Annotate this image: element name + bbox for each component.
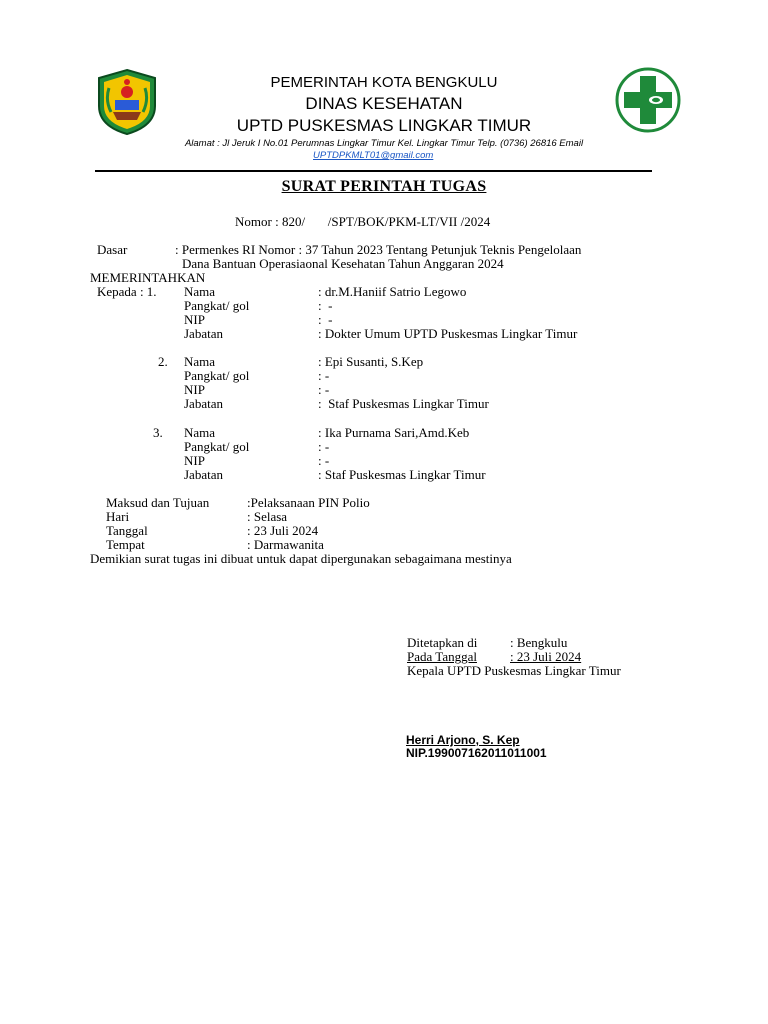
person-3-jabatan: : Staf Puskesmas Lingkar Timur [318, 467, 486, 482]
person-1-pangkat: : - [318, 298, 333, 313]
detail-maksud-label: Maksud dan Tujuan [106, 495, 210, 510]
detail-hari-label: Hari [106, 509, 130, 524]
person-3-pangkat: : - [318, 439, 330, 454]
person-2-nama: : Epi Susanti, S.Kep [318, 354, 424, 369]
header-divider [95, 170, 652, 172]
person-1-nip-label: NIP [184, 312, 205, 327]
kepada-label: Kepada : 1. [97, 284, 157, 299]
person-2-pangkat: : - [318, 368, 330, 383]
detail-tanggal-label: Tanggal [106, 523, 148, 538]
person-2-nip: : - [318, 382, 330, 397]
person-1-nama: : dr.M.Haniif Satrio Legowo [318, 284, 467, 299]
document-title: SURAT PERINTAH TUGAS [281, 178, 487, 195]
detail-tempat-value: : Darmawanita [247, 537, 324, 552]
document-number: Nomor : 820/ /SPT/BOK/PKM-LT/VII /2024 [235, 214, 491, 229]
person-1-pangkat-label: Pangkat/ gol [184, 298, 250, 313]
letterhead-government: PEMERINTAH KOTA BENGKULU [270, 74, 498, 91]
dasar-line-2: Dana Bantuan Operasiaonal Kesehatan Tahun Anggaran 2024 [182, 256, 504, 271]
person-2-nip-label: NIP [184, 382, 205, 397]
detail-tanggal-value: : 23 Juli 2024 [247, 523, 319, 538]
closing-statement: Demikian surat tugas ini dibuat untuk dapat dipergunakan sebagaimana mestinya [90, 551, 512, 566]
person-2-nama-label: Nama [184, 354, 216, 369]
person-1-nip: : - [318, 312, 333, 327]
ditetapkan-value: : Bengkulu [510, 635, 568, 650]
ditetapkan-label: Ditetapkan di [407, 635, 478, 650]
letterhead-department: DINAS KESEHATAN [305, 94, 463, 113]
tanggal-value: : 23 Juli 2024 [510, 649, 582, 664]
person-3-nama-label: Nama [184, 425, 216, 440]
letterhead-address: Alamat : Jl Jeruk I No.01 Perumnas Lingkar Timur Kel. Lingkar Timur Telp. (0736) 26816 Email [184, 138, 584, 149]
tanggal-label: Pada Tanggal [407, 649, 477, 664]
person-1-nama-label: Nama [184, 284, 216, 299]
person-3-nip: : - [318, 453, 330, 468]
person-2-number: 2. [158, 354, 168, 369]
dasar-label: Dasar [97, 242, 128, 257]
person-3-number: 3. [153, 425, 163, 440]
person-3-nama: : Ika Purnama Sari,Amd.Keb [318, 425, 470, 440]
signatory-position: Kepala UPTD Puskesmas Lingkar Timur [407, 663, 621, 678]
person-1-jabatan-label: Jabatan [184, 326, 223, 341]
person-2-pangkat-label: Pangkat/ gol [184, 368, 250, 383]
signatory-nip: NIP.199007162011011001 [406, 746, 547, 760]
person-2-jabatan-label: Jabatan [184, 396, 223, 411]
person-3-nip-label: NIP [184, 453, 205, 468]
letterhead-unit: UPTD PUSKESMAS LINGKAR TIMUR [236, 116, 532, 135]
detail-hari-value: : Selasa [247, 509, 288, 524]
memerintahkan-heading: MEMERINTAHKAN [90, 270, 206, 285]
dasar-line-1: : Permenkes RI Nomor : 37 Tahun 2023 Tentang Petunjuk Teknis Pengelolaan [175, 242, 582, 257]
detail-tempat-label: Tempat [106, 537, 145, 552]
person-2-jabatan: : Staf Puskesmas Lingkar Timur [318, 396, 489, 411]
signatory-name: Herri Arjono, S. Kep [406, 733, 520, 747]
detail-maksud-value: :Pelaksanaan PIN Polio [247, 495, 370, 510]
person-3-jabatan-label: Jabatan [184, 467, 223, 482]
person-3-pangkat-label: Pangkat/ gol [184, 439, 250, 454]
person-1-jabatan: : Dokter Umum UPTD Puskesmas Lingkar Timur [318, 326, 578, 341]
letterhead-email-link[interactable]: UPTDPKMLT01@gmail.com [313, 150, 434, 161]
